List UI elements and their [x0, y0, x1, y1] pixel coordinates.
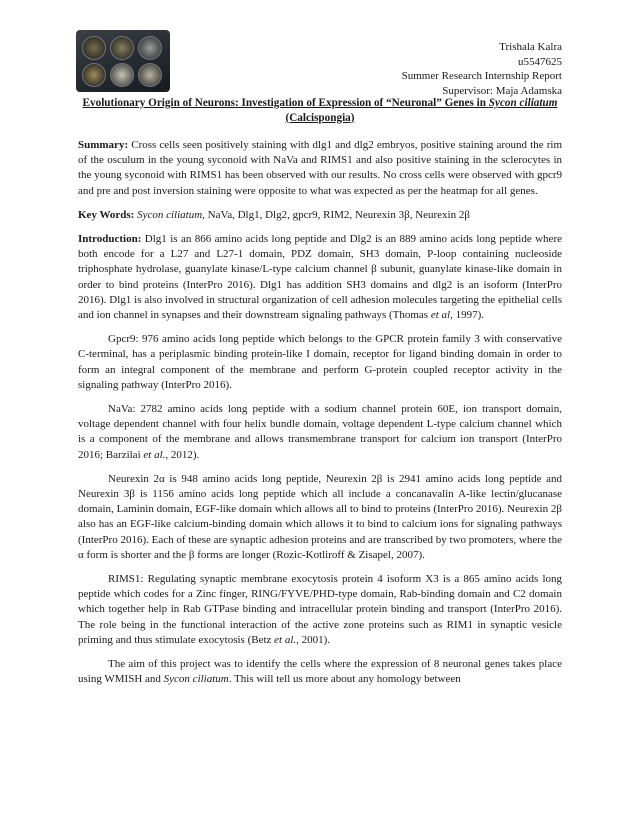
summary-paragraph: Summary: Cross cells seen positively staining with dlg1 and dlg2 embryos, positive staining around the rim of the osculum in the young syconoid with NaVa and RIMS1 and also positive staining in the sclerocytes in the young syconoid with RIMS1 has been observed with our results. No cross cells were observed with gpcr9 and pre and post inversion staining were opposite to what was expected as per the heatmap for all genes.: [78, 139, 562, 197]
introduction-paragraph: Introduction: Dlg1 is an 866 amino acids long peptide and Dlg2 is an 889 amino acids long peptide where both encode for a L27 and L27-1 domain, PDZ domain, SH3 domain, P-loop containing nucleoside triphosphate hydrolase, guanylate kinase/L-type calcium channel β subunit, guanylate kinase-like domain in order to bind proteins (InterPro 2016). Dlg1 has addition SH3 domains and dlg2 is an isoform (InterPro 2016). Dlg1 is also involved in structural organization of cell adhesion molecules targeting the epithelial cells and ion channel in synapses and their downstream signaling pathways (Thomas et al, 1997).: [78, 233, 562, 322]
neurexin-paragraph: Neurexin 2α is 948 amino acids long peptide, Neurexin 2β is 2941 amino acids long peptide and Neurexin 3β is 1156 amino acids long peptide which all include a concanavalin A-like lectin/glucanase domain, Laminin domain, EGF-like domain which allows all to bind to proteins (InterPro 2016). Neurexin 2β also has an EGF-like calcium-binding domain which allows it to bind to calcium ions for signaling pathways (InterPro 2016). Each of these are synaptic adhesion proteins and are transcribed by two promoters, where the α form is shorter and the β forms are longer (Rozic-Kotliroff & Zisapel, 2007).: [78, 472, 562, 561]
gpcr9-paragraph: Gpcr9: 976 amino acids long peptide which belongs to the GPCR protein family 3 with conservative C-terminal, has a periplasmic binding protein-like I domain, receptor for ligand binding domain in order to form an integral component of the membrane and perform G-protein coupled receptor activity in the signaling pathway (InterPro 2016).: [78, 333, 562, 391]
student-id: u5547625: [518, 55, 562, 68]
document-title: Evolutionary Origin of Neurons: Investigation of Expression of “Neuronal” Genes in Sycon ciliatum (Calcispongia): [82, 97, 558, 124]
nava-paragraph: NaVa: 2782 amino acids long peptide with a sodium channel protein 60E, ion transport domain, voltage dependent channel with four helix bundle domain, voltage dependent L-type calcium channel which is a component of the membrane and allows transmembrane transport for calcium ion transport (InterPro 2016; Barzilai et al., 2012).: [78, 403, 562, 461]
introduction-label: Introduction:: [78, 233, 142, 246]
petri-dish-plate-photo-icon: [76, 30, 170, 92]
keywords-paragraph: Key Words: Sycon ciliatum, NaVa, Dlg1, Dlg2, gpcr9, RIM2, Neurexin 3β, Neurexin 2β: [78, 208, 470, 221]
author-header: [402, 40, 562, 98]
report-type: Summer Research Internship Report: [401, 70, 562, 82]
document-body: [78, 138, 562, 697]
keywords-label: Key Words:: [78, 208, 135, 221]
author-name: Trishala Kalra: [499, 41, 562, 53]
rims1-paragraph: RIMS1: Regulating synaptic membrane exocytosis protein 4 isoform X3 is a 865 amino acids long peptide which codes for a Zinc finger, RING/FYVE/PHD-type domain, Rab-binding domain and C2 domain which together help in Rab GTPase binding and intracellular protein binding and transport (InterPro 2016). The role being in the functional interaction of the active zone proteins such as RIM1 in synaptic vesicle priming and thus stimulate exocytosis (Betz et al., 2001).: [78, 573, 562, 646]
aim-paragraph: The aim of this project was to identify the cells where the expression of 8 neuronal genes takes place using WMISH and Sycon ciliatum. This will tell us more about any homology between: [78, 658, 562, 686]
summary-label: Summary:: [78, 139, 129, 151]
supervisor: Supervisor: Maja Adamska: [442, 84, 562, 97]
